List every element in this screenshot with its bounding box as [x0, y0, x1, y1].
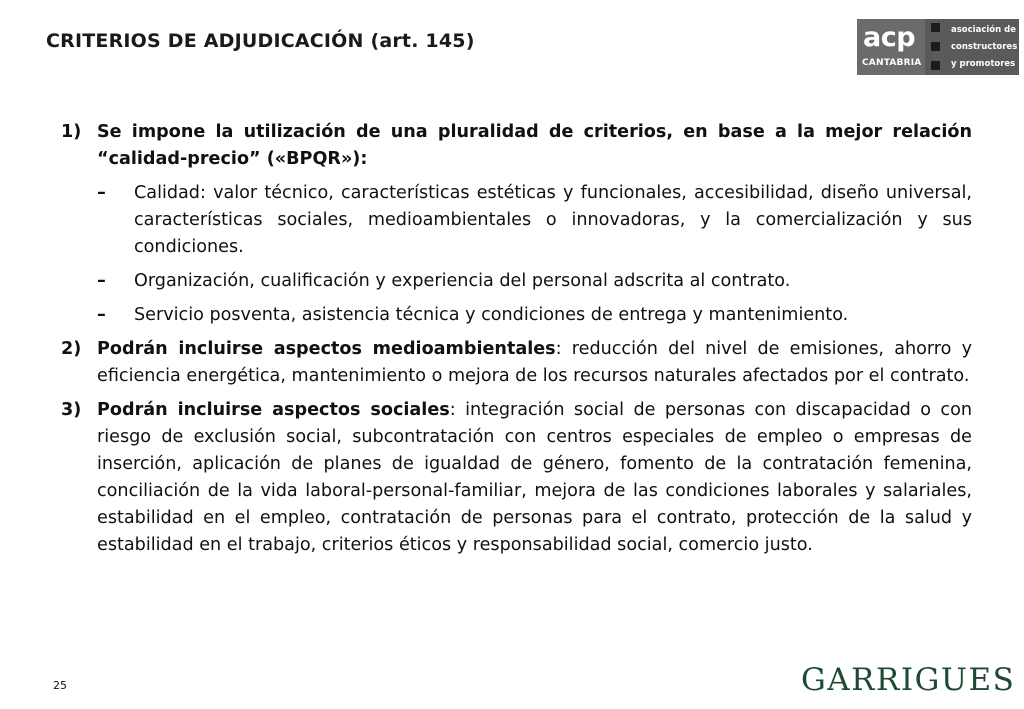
logo-region: CANTABRIA [862, 58, 922, 68]
list-item [61, 119, 972, 329]
item-body [97, 336, 972, 390]
sub-item-text: Servicio posventa, asistencia técnica y condiciones de entrega y mantenimiento. [134, 305, 849, 325]
sub-item-marker: – [97, 271, 106, 291]
logo-squares [925, 19, 949, 75]
item-text: : integración social de personas con discapacidad o con riesgo de exclusión social, subcontratación con centros especiales de empleo o empresas de inserción, aplicación de planes de igualdad de género, fomento de la contratación femenina, conciliación de la vida laboral-personal-familiar, mejora de las condiciones laborales y salariales, estabilidad en el empleo, contratación de personas para el contrato, protección de la salud y estabilidad en el trabajo, criterios éticos y responsabilidad social, comercio justo. [97, 400, 972, 555]
sub-item [97, 302, 972, 329]
item-number: 2) [61, 339, 82, 359]
list-item [61, 397, 972, 559]
page-title: CRITERIOS DE ADJUDICACIÓN (art. 145) [46, 30, 475, 52]
sub-item-text: Calidad: valor técnico, características estéticas y funcionales, accesibilidad, diseño universal, características sociales, medioambientales o innovadoras, y la comercialización y sus condiciones. [134, 183, 972, 257]
list-item [61, 336, 972, 390]
acp-cantabria-logo [857, 19, 1019, 75]
logo-mark-block [857, 19, 925, 75]
sub-item [97, 180, 972, 261]
item-lead: Podrán incluirse aspectos medioambientales [97, 339, 556, 359]
item-lead: Podrán incluirse aspectos sociales [97, 400, 450, 420]
item-text: : reducción del nivel de emisiones, ahorro y eficiencia energética, mantenimiento o mejora de los recursos naturales afectados por el contrato. [97, 339, 973, 386]
item-lead: Se impone la utilización de una pluralidad de criterios, en base a la mejor relación “calidad-precio” («BPQR»): [97, 122, 972, 169]
logo-words [949, 19, 1019, 75]
logo-square [931, 61, 940, 70]
logo-line: asociación de [951, 24, 1016, 35]
criteria-list [61, 119, 972, 566]
page-number: 25 [53, 679, 67, 692]
logo-square [931, 42, 940, 51]
sub-item-text: Organización, cualificación y experiencia del personal adscrita al contrato. [134, 271, 791, 291]
item-number: 1) [61, 122, 82, 142]
logo-line: y promotores [951, 58, 1016, 69]
logo-mark: acp [863, 22, 916, 53]
item-number: 3) [61, 400, 82, 420]
garrigues-logo: GARRIGUES [801, 662, 1016, 698]
sub-item [97, 268, 972, 295]
item-body [97, 397, 972, 559]
sub-item-marker: – [97, 305, 106, 325]
logo-line: constructores [951, 41, 1018, 52]
logo-square [931, 23, 940, 32]
sub-item-marker: – [97, 183, 106, 203]
item-body [97, 119, 972, 329]
